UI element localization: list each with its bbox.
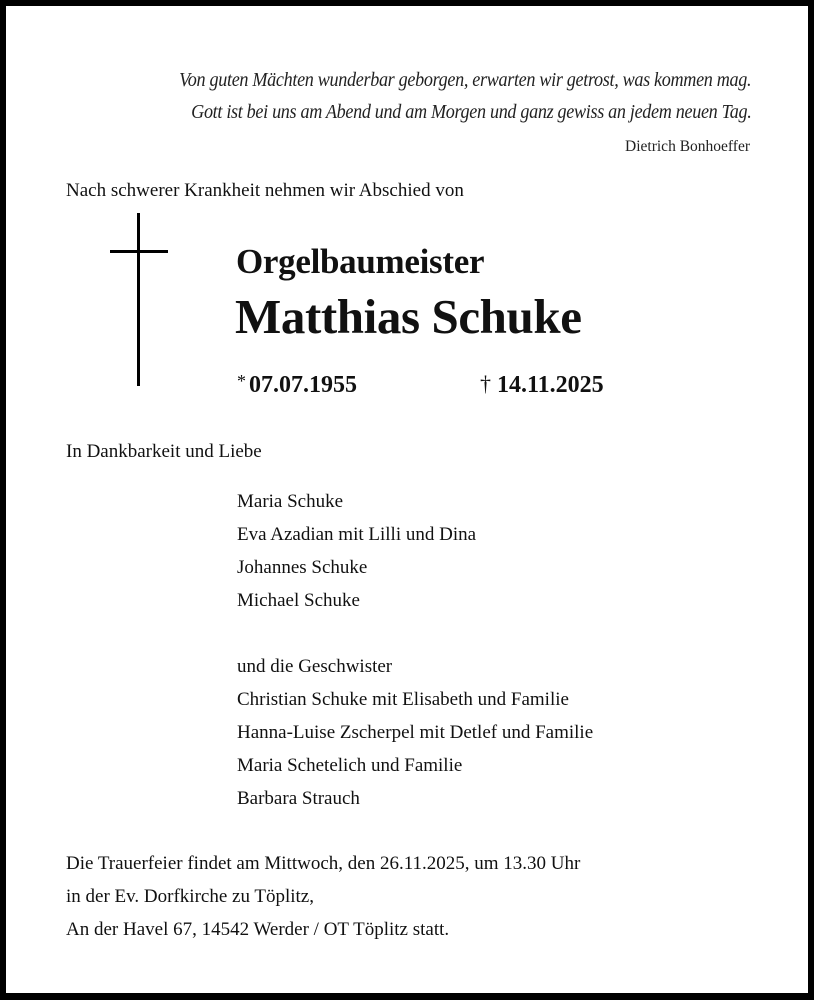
family-member: Michael Schuke [237,590,360,611]
deceased-name: Matthias Schuke [235,289,582,344]
siblings-heading: und die Geschwister [237,656,393,677]
ceremony-line-1: Die Trauerfeier findet am Mittwoch, den 26.11.2025, um 13.30 Uhr [66,853,581,874]
family-member: Johannes Schuke [237,557,368,578]
quote-author: Dietrich Bonhoeffer [625,138,750,155]
family-member: Eva Azadian mit Lilli und Dina [237,524,477,545]
quote-line-2: Gott ist bei uns am Abend und am Morgen und ganz gewiss an jedem neuen Tag. [190,102,751,123]
death-date-value: 14.11.2025 [497,372,604,398]
death-dagger-icon: † [480,371,491,396]
birth-date-value: 07.07.1955 [249,372,357,398]
birth-star-icon: * [237,371,246,391]
sibling: Maria Schetelich und Familie [237,755,463,776]
sibling: Hanna-Luise Zscherpel mit Detlef und Familie [237,722,594,743]
ceremony-line-3: An der Havel 67, 14542 Werder / OT Töplitz statt. [66,919,450,940]
cross-horizontal-bar [110,250,168,253]
ceremony-line-2: in der Ev. Dorfkirche zu Töplitz, [66,886,314,907]
sibling: Barbara Strauch [237,788,360,809]
quote-line-1: Von guten Mächten wunderbar geborgen, erwarten wir getrost, was kommen mag. [178,70,751,91]
sibling: Christian Schuke mit Elisabeth und Familie [237,689,569,710]
birth-date [237,371,357,399]
family-member: Maria Schuke [237,491,344,512]
intro-text: Nach schwerer Krankheit nehmen wir Abschied von [66,180,464,201]
thanks-text: In Dankbarkeit und Liebe [66,441,262,462]
deceased-title: Orgelbaumeister [236,242,485,281]
cross-vertical-bar [137,213,140,386]
death-date [480,371,604,399]
